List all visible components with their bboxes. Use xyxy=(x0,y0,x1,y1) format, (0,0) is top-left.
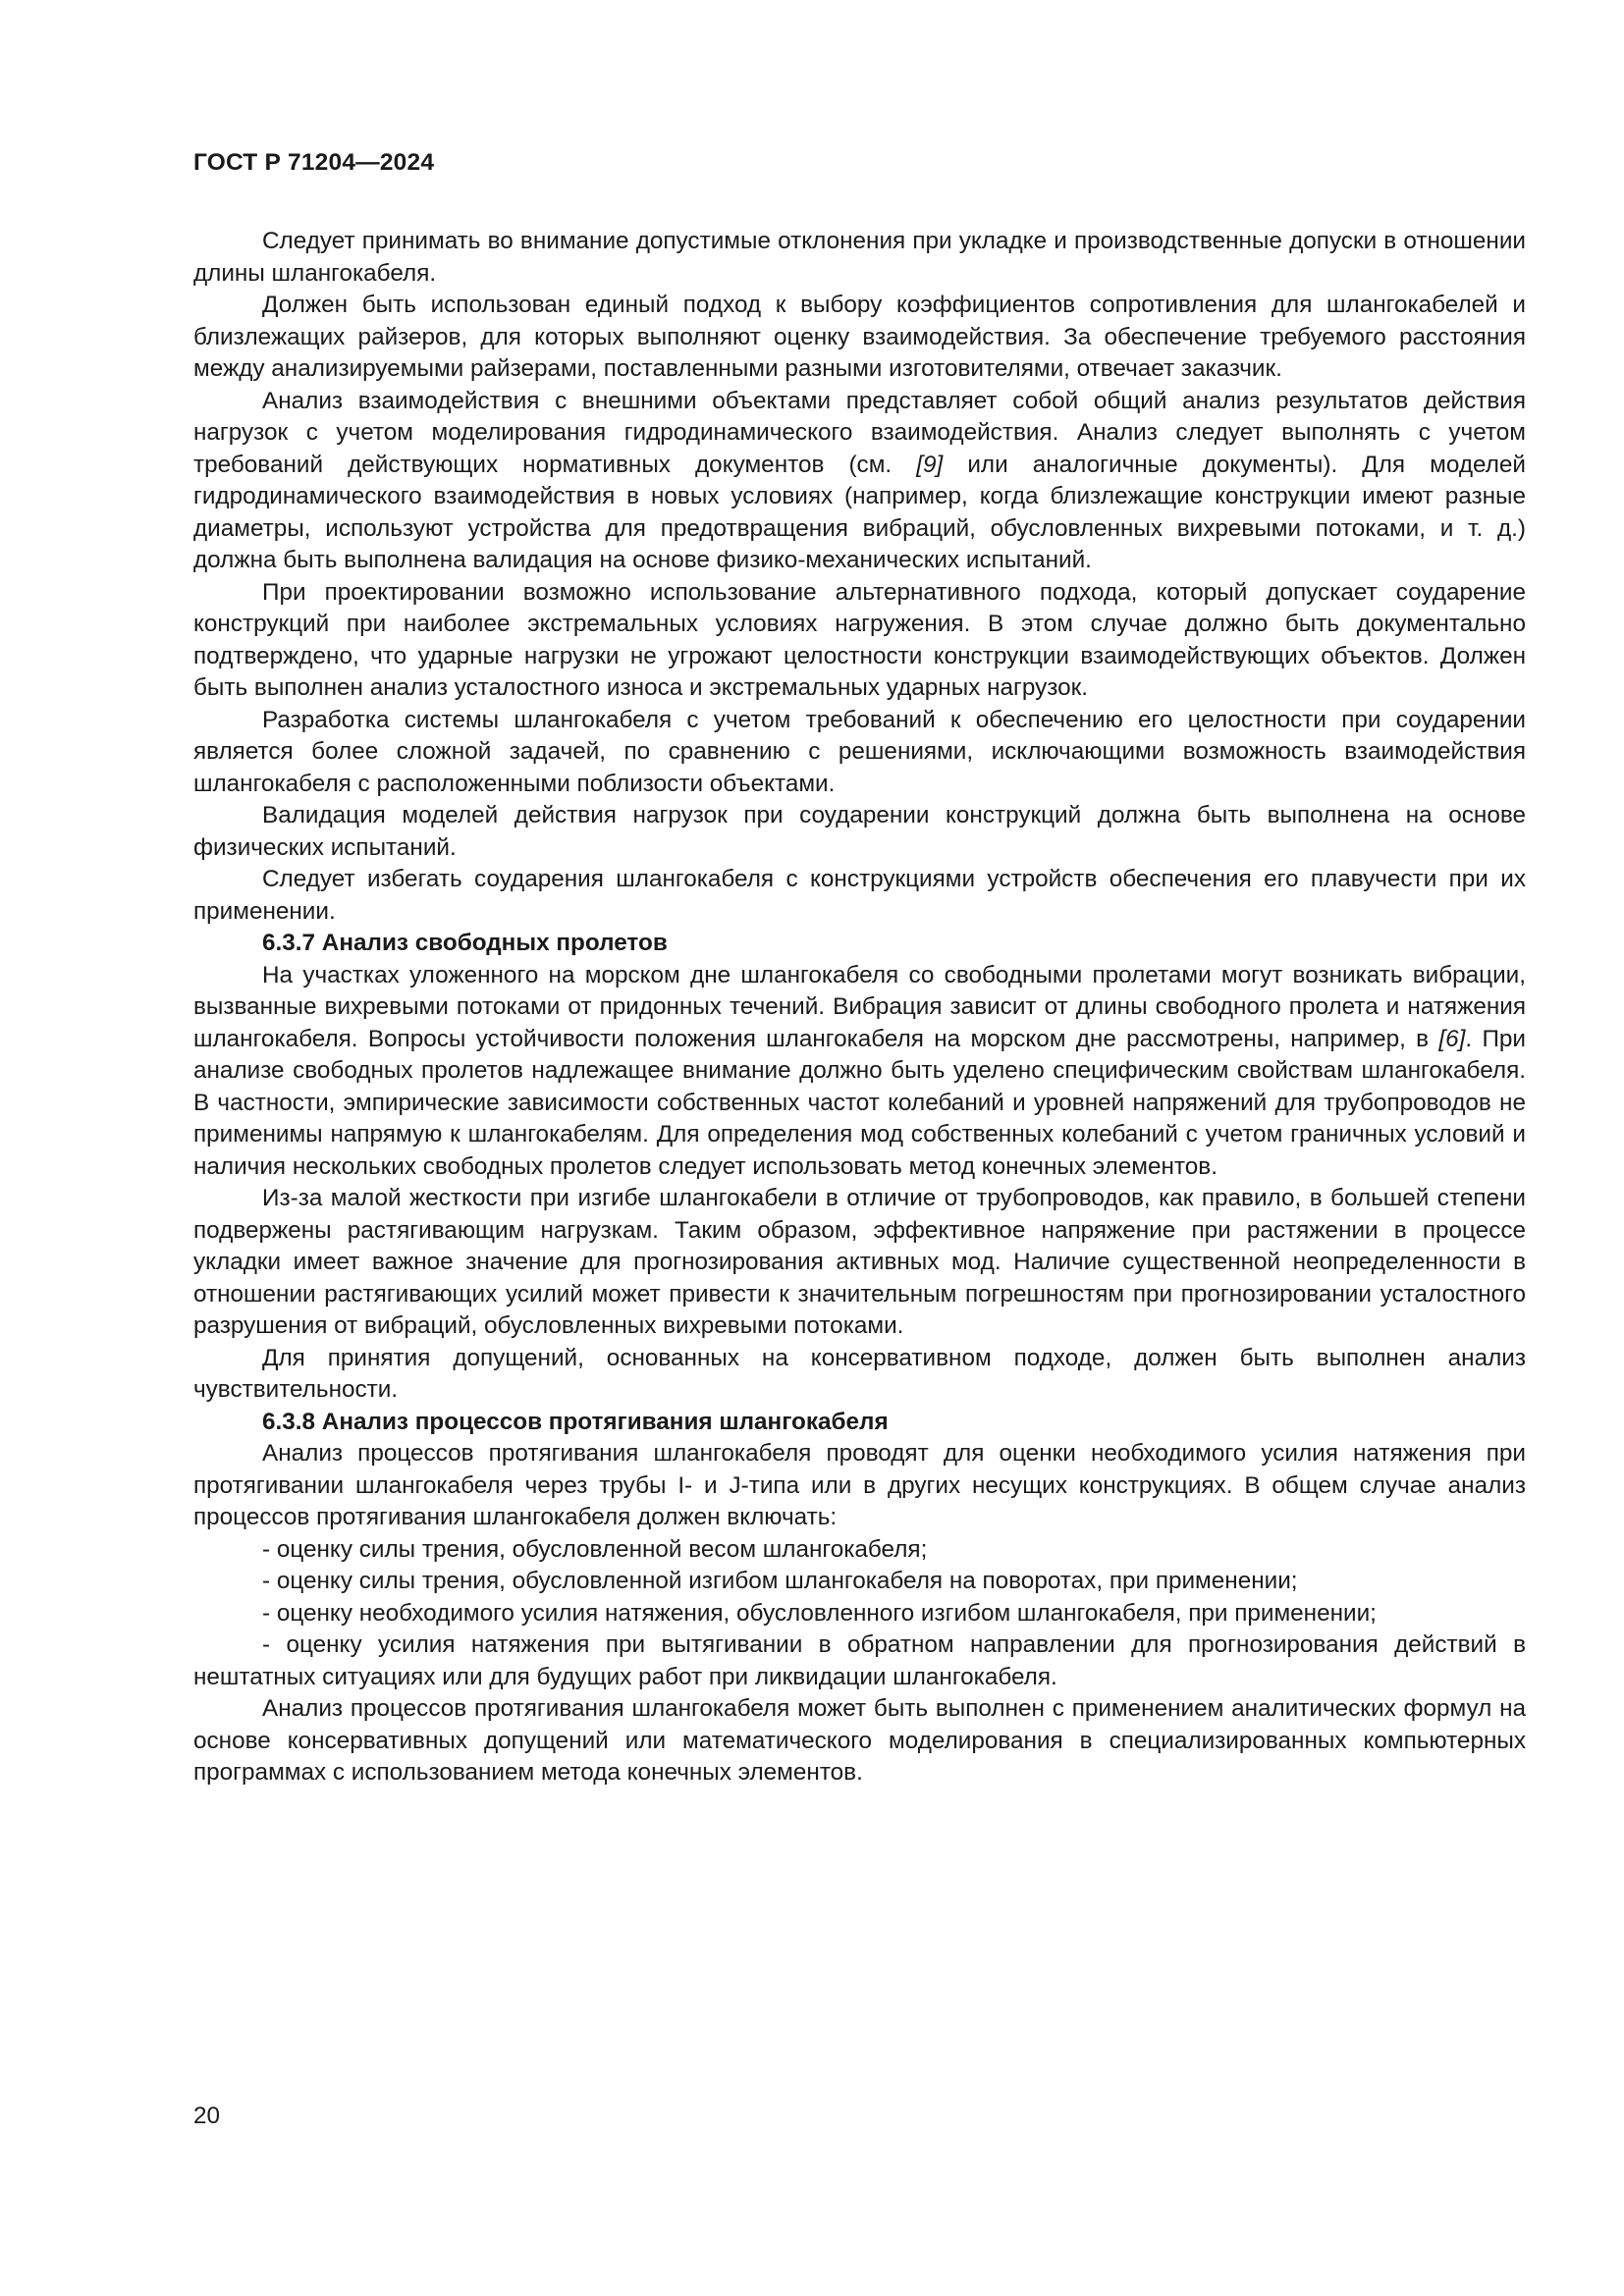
paragraph: Анализ процессов протягивания шлангокабеля может быть выполнен с применением аналитических формул на основе консервативных допущений или математического моделирования в специализированных компьютерных программах с использованием метода конечных элементов. xyxy=(193,1695,1526,1786)
paragraph: Из-за малой жесткости при изгибе шлангокабели в отличие от трубопроводов, как правило, в большей степени подвержены растягивающим нагрузкам. Таким образом, эффективное напряжение при растяжении в процессе укладки имеет важное значение для прогнозирования активных мод. Наличие существенной неопределенности в отношении растягивающих усилий может привести к значительным погрешностям при прогнозировании усталостного разрушения от вибраций, обусловленных вихревыми потоками. xyxy=(193,1185,1526,1339)
document-header: ГОСТ Р 71204—2024 xyxy=(193,149,435,176)
list-item: - оценку усилия натяжения при вытягивании в обратном направлении для прогнозирования действий в нештатных ситуациях или для будущих работ при ликвидации шлангокабеля. xyxy=(193,1631,1526,1690)
paragraph: Следует принимать во внимание допустимые отклонения при укладке и производственные допуски в отношении длины шлангокабеля. xyxy=(193,228,1526,287)
paragraph-text: . При анализе свободных пролетов надлежащее внимание должно быть уделено специфическим свойствам шлангокабеля. В частности, эмпирические зависимости собственных частот колебаний и уровней напряжений для трубопроводов не применимы напрямую к шлангокабелям. Для определения мод собственных колебаний с учетом граничных условий и наличия нескольких свободных пролетов следует использовать метод конечных элементов. xyxy=(193,1025,1526,1180)
list-item: - оценку необходимого усилия натяжения, обусловленного изгибом шлангокабеля, при применении; xyxy=(262,1599,1377,1627)
paragraph: При проектировании возможно использование альтернативного подхода, который допускает соударение конструкций при наиболее экстремальных условиях нагружения. В этом случае должно быть документально подтверждено, что ударные нагрузки не угрожают целостности конструкции взаимодействующих объектов. Должен быть выполнен анализ усталостного износа и экстремальных ударных нагрузок. xyxy=(193,578,1526,701)
paragraph-text: или аналогичные документы). Для моделей гидродинамического взаимодействия в новых условиях (например, когда близлежащие конструкции имеют разные диаметры, используют устройства для предотвращения вибраций, обусловленных вихревыми потоками, и т. д.) должна быть выполнена валидация на основе физико-механических испытаний. xyxy=(193,451,1526,573)
paragraph: Анализ процессов протягивания шлангокабеля проводят для оценки необходимого усилия натяжения при протягивании шлангокабеля через трубы I- и J-типа или в других несущих конструкциях. В общем случае анализ процессов протягивания шлангокабеля должен включать: xyxy=(193,1440,1526,1530)
paragraph: Для принятия допущений, основанных на консервативном подходе, должен быть выполнен анализ чувствительности. xyxy=(193,1344,1526,1403)
paragraph: Должен быть использован единый подход к выбору коэффициентов сопротивления для шлангокабелей и близлежащих райзеров, для которых выполняют оценку взаимодействия. За обеспечение требуемого расстояния между анализируемыми райзерами, поставленными разными изготовителями, отвечает заказчик. xyxy=(193,292,1526,382)
section-heading: 6.3.8 Анализ процессов протягивания шлангокабеля xyxy=(262,1408,889,1435)
paragraph-text: Анализ взаимодействия с внешними объектами представляет собой общий анализ результатов действия нагрузок с учетом моделирования гидродинамического взаимодействия. Анализ следует выполнять с учетом требований действующих нормативных документов (см. xyxy=(193,387,1526,478)
page-number: 20 xyxy=(193,2103,221,2129)
section-heading: 6.3.7 Анализ свободных пролетов xyxy=(262,930,668,956)
document-body xyxy=(193,226,1526,1789)
paragraph xyxy=(193,386,1526,577)
paragraph xyxy=(193,960,1526,1184)
paragraph: Валидация моделей действия нагрузок при соударении конструкций должна быть выполнена на основе физических испытаний. xyxy=(193,802,1526,861)
paragraph-text: На участках уложенного на морском дне шлангокабеля со свободными пролетами могут возникать вибрации, вызванные вихревыми потоками от придонных течений. Вибрация зависит от длины свободного пролета и натяжения шлангокабеля. Вопросы устойчивости положения шлангокабеля на морском дне рассмотрены, например, в xyxy=(193,961,1526,1052)
paragraph: Следует избегать соударения шлангокабеля с конструкциями устройств обеспечения его плавучести при их применении. xyxy=(193,866,1526,925)
list-item: - оценку силы трения, обусловленной весом шлангокабеля; xyxy=(262,1535,928,1563)
reference-link: [6] xyxy=(1438,1025,1466,1052)
paragraph: Разработка системы шлангокабеля с учетом требований к обеспечению его целостности при соударении является более сложной задачей, по сравнению с решениями, исключающими возможность взаимодействия шлангокабеля с расположенными поблизости объектами. xyxy=(193,706,1526,797)
reference-link: [9] xyxy=(916,451,944,478)
list-item: - оценку силы трения, обусловленной изгибом шлангокабеля на поворотах, при применении; xyxy=(262,1568,1298,1594)
